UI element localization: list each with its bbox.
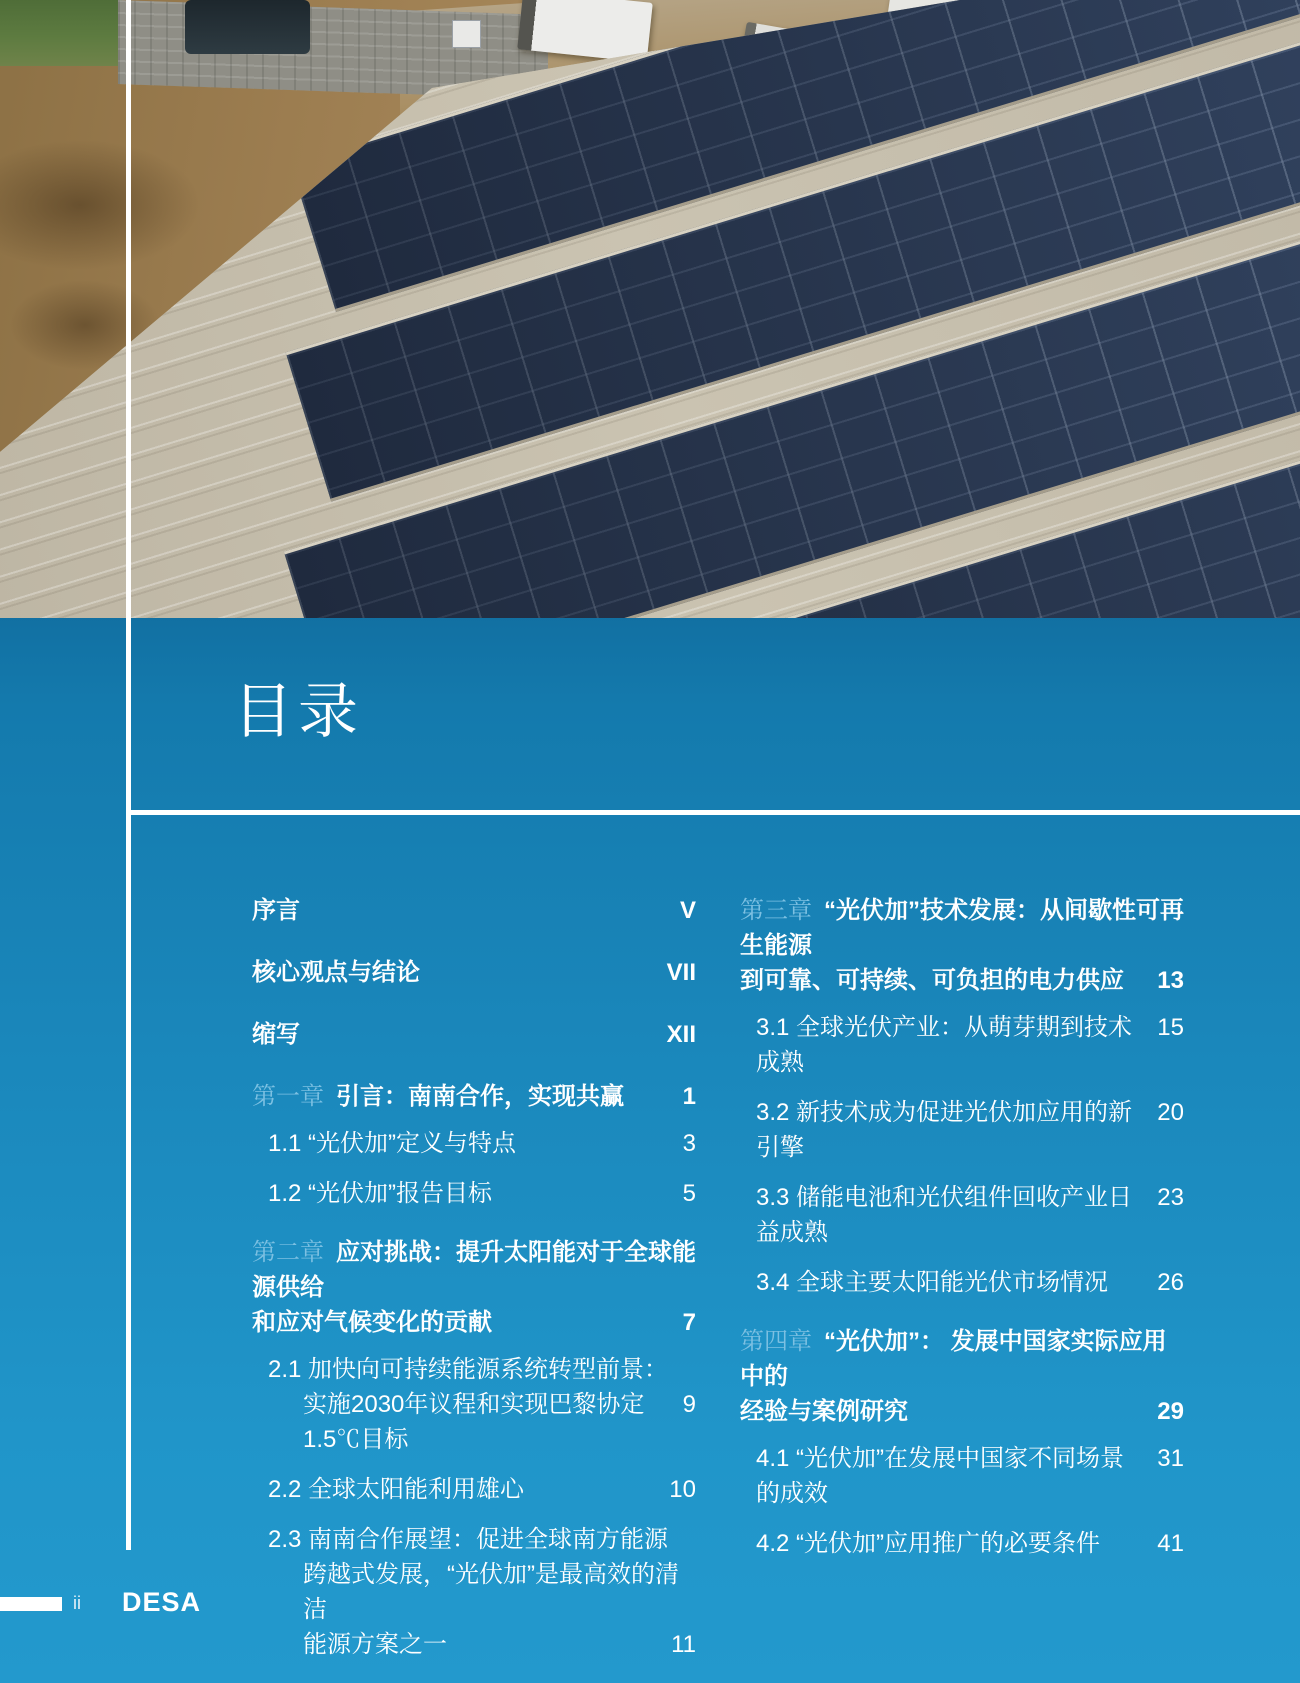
- toc-page-number: 29: [1157, 1398, 1184, 1425]
- toc-entry-text: 1.1 “光伏加”定义与特点: [268, 1130, 517, 1157]
- toc-line: [740, 1180, 1184, 1250]
- toc-chapter-label: 第三章: [740, 897, 812, 924]
- toc-column-left: [252, 893, 696, 1677]
- toc-item[interactable]: [252, 1235, 696, 1340]
- toc-item[interactable]: [252, 1352, 696, 1457]
- toc-page-number: 15: [1157, 1014, 1184, 1041]
- toc-page-number: XII: [666, 1021, 696, 1048]
- white-container: [452, 20, 481, 48]
- toc-entry-text: 2.3 南南合作展望：促进全球南方能源: [268, 1526, 669, 1553]
- toc-item[interactable]: [740, 1526, 1184, 1561]
- toc-entry-text: 第二章 应对挑战：提升太阳能对于全球能源供给: [252, 1239, 696, 1301]
- toc-line: [252, 1305, 696, 1340]
- toc-item[interactable]: [252, 1079, 696, 1114]
- toc-page-number: 7: [682, 1309, 696, 1336]
- vertical-rule: [126, 0, 131, 1550]
- toc-entry-text: 和应对气候变化的贡献: [252, 1309, 492, 1336]
- toc-line: [740, 963, 1184, 998]
- toc-item[interactable]: [740, 893, 1184, 998]
- toc-entry-text: 3.4 全球主要太阳能光伏市场情况: [756, 1269, 1109, 1296]
- toc-item[interactable]: [252, 1472, 696, 1507]
- toc-page-number: 9: [682, 1391, 696, 1418]
- toc-entry-text: 4.2 “光伏加”应用推广的必要条件: [756, 1530, 1101, 1557]
- toc-line: [740, 1324, 1184, 1394]
- toc-entry-text: 第一章 引言：南南合作，实现共赢: [252, 1083, 624, 1110]
- footer-accent-bar: [0, 1597, 62, 1611]
- toc-page-number: 13: [1157, 967, 1184, 994]
- toc-item[interactable]: [252, 1017, 696, 1052]
- footer-org-label: DESA: [122, 1587, 202, 1617]
- toc-page-number: 20: [1157, 1099, 1184, 1126]
- toc-entry-text: 第三章 “光伏加”技术发展：从间歇性可再生能源: [740, 897, 1184, 959]
- toc-entry-text: 经验与案例研究: [740, 1398, 908, 1425]
- toc-item[interactable]: [740, 1095, 1184, 1165]
- toc-line: [252, 893, 696, 928]
- horizontal-rule: [126, 810, 1300, 815]
- toc-entry-text: 3.2 新技术成为促进光伏加应用的新引擎: [756, 1099, 1133, 1161]
- toc-item[interactable]: [252, 1176, 696, 1211]
- toc-line: [252, 1472, 696, 1507]
- toc-item[interactable]: [252, 893, 696, 928]
- toc-entry-text: 4.1 “光伏加”在发展中国家不同场景的成效: [756, 1445, 1125, 1507]
- toc-line: [252, 1387, 696, 1457]
- toc-item[interactable]: [740, 1324, 1184, 1429]
- toc-line: [740, 1526, 1184, 1561]
- page-title: 目录: [233, 678, 363, 745]
- toc-entry-text: 核心观点与结论: [252, 959, 420, 986]
- footer-page-number: ii: [73, 1593, 81, 1613]
- toc-item[interactable]: [252, 1126, 696, 1161]
- toc-line: [740, 1441, 1184, 1511]
- toc-line: [252, 1176, 696, 1211]
- toc-item[interactable]: [252, 955, 696, 990]
- ground-stain: [0, 140, 200, 270]
- toc-entry-text: 能源方案之一: [303, 1631, 447, 1658]
- toc-entry-text: 缩写: [252, 1021, 300, 1048]
- toc-line: [252, 1522, 696, 1557]
- toc-entry-text: 3.1 全球光伏产业：从萌芽期到技术成熟: [756, 1014, 1133, 1076]
- toc-line: [252, 1352, 696, 1387]
- toc-entry-text: 2.1 加快向可持续能源系统转型前景：: [268, 1356, 669, 1383]
- toc-item[interactable]: [740, 1441, 1184, 1511]
- toc-line: [252, 1126, 696, 1161]
- dark-container: [185, 0, 310, 54]
- toc-item[interactable]: [252, 1522, 696, 1662]
- toc-page-number: 41: [1157, 1530, 1184, 1557]
- corrugated-roof: [0, 0, 1300, 618]
- toc-entry-text: 第四章 “光伏加”： 发展中国家实际应用中的: [740, 1328, 1167, 1390]
- toc-page-number: 23: [1157, 1184, 1184, 1211]
- toc-line: [740, 1010, 1184, 1080]
- toc-line: [740, 1394, 1184, 1429]
- toc-entry-text: 序言: [252, 897, 300, 924]
- toc-page-number: VII: [666, 959, 696, 986]
- toc-page-number: V: [679, 897, 696, 924]
- toc-line: [252, 1235, 696, 1305]
- toc-column-right: [740, 893, 1184, 1576]
- toc-chapter-label: 第四章: [740, 1328, 812, 1355]
- toc-line: [252, 1079, 696, 1114]
- toc-entry-text: 3.3 储能电池和光伏组件回收产业日益成熟: [756, 1184, 1133, 1246]
- toc-page-number: 31: [1157, 1445, 1184, 1472]
- toc-page-number: 1: [682, 1083, 696, 1110]
- toc-line: [740, 1265, 1184, 1300]
- toc-line: [252, 1557, 696, 1627]
- toc-item[interactable]: [740, 1180, 1184, 1250]
- toc-page-number: 5: [682, 1180, 696, 1207]
- warehouse-roofs: [0, 0, 1300, 618]
- toc-line: [740, 1095, 1184, 1165]
- toc-item[interactable]: [740, 1010, 1184, 1080]
- toc-line: [740, 893, 1184, 963]
- toc-chapter-label: 第一章: [252, 1083, 324, 1110]
- grass-strip: [0, 0, 122, 66]
- toc-page-number: 10: [669, 1476, 696, 1503]
- toc-page-number: 11: [671, 1631, 696, 1658]
- toc-line: [252, 1627, 696, 1662]
- toc-entry-text: 2.2 全球太阳能利用雄心: [268, 1476, 525, 1503]
- toc-entry-text: 1.2 “光伏加”报告目标: [268, 1180, 493, 1207]
- toc-line: [252, 1017, 696, 1052]
- cover-photo-solar-rooftops: [0, 0, 1300, 618]
- toc-page-number: 3: [682, 1130, 696, 1157]
- toc-entry-text: 实施2030年议程和实现巴黎协定1.5℃目标: [303, 1391, 645, 1453]
- toc-line: [252, 955, 696, 990]
- toc-item[interactable]: [740, 1265, 1184, 1300]
- toc-entry-text: 到可靠、可持续、可负担的电力供应: [740, 967, 1124, 994]
- toc-page-number: 26: [1157, 1269, 1184, 1296]
- toc-entry-text: 跨越式发展，“光伏加”是最高效的清洁: [303, 1561, 679, 1623]
- toc-chapter-label: 第二章: [252, 1239, 324, 1266]
